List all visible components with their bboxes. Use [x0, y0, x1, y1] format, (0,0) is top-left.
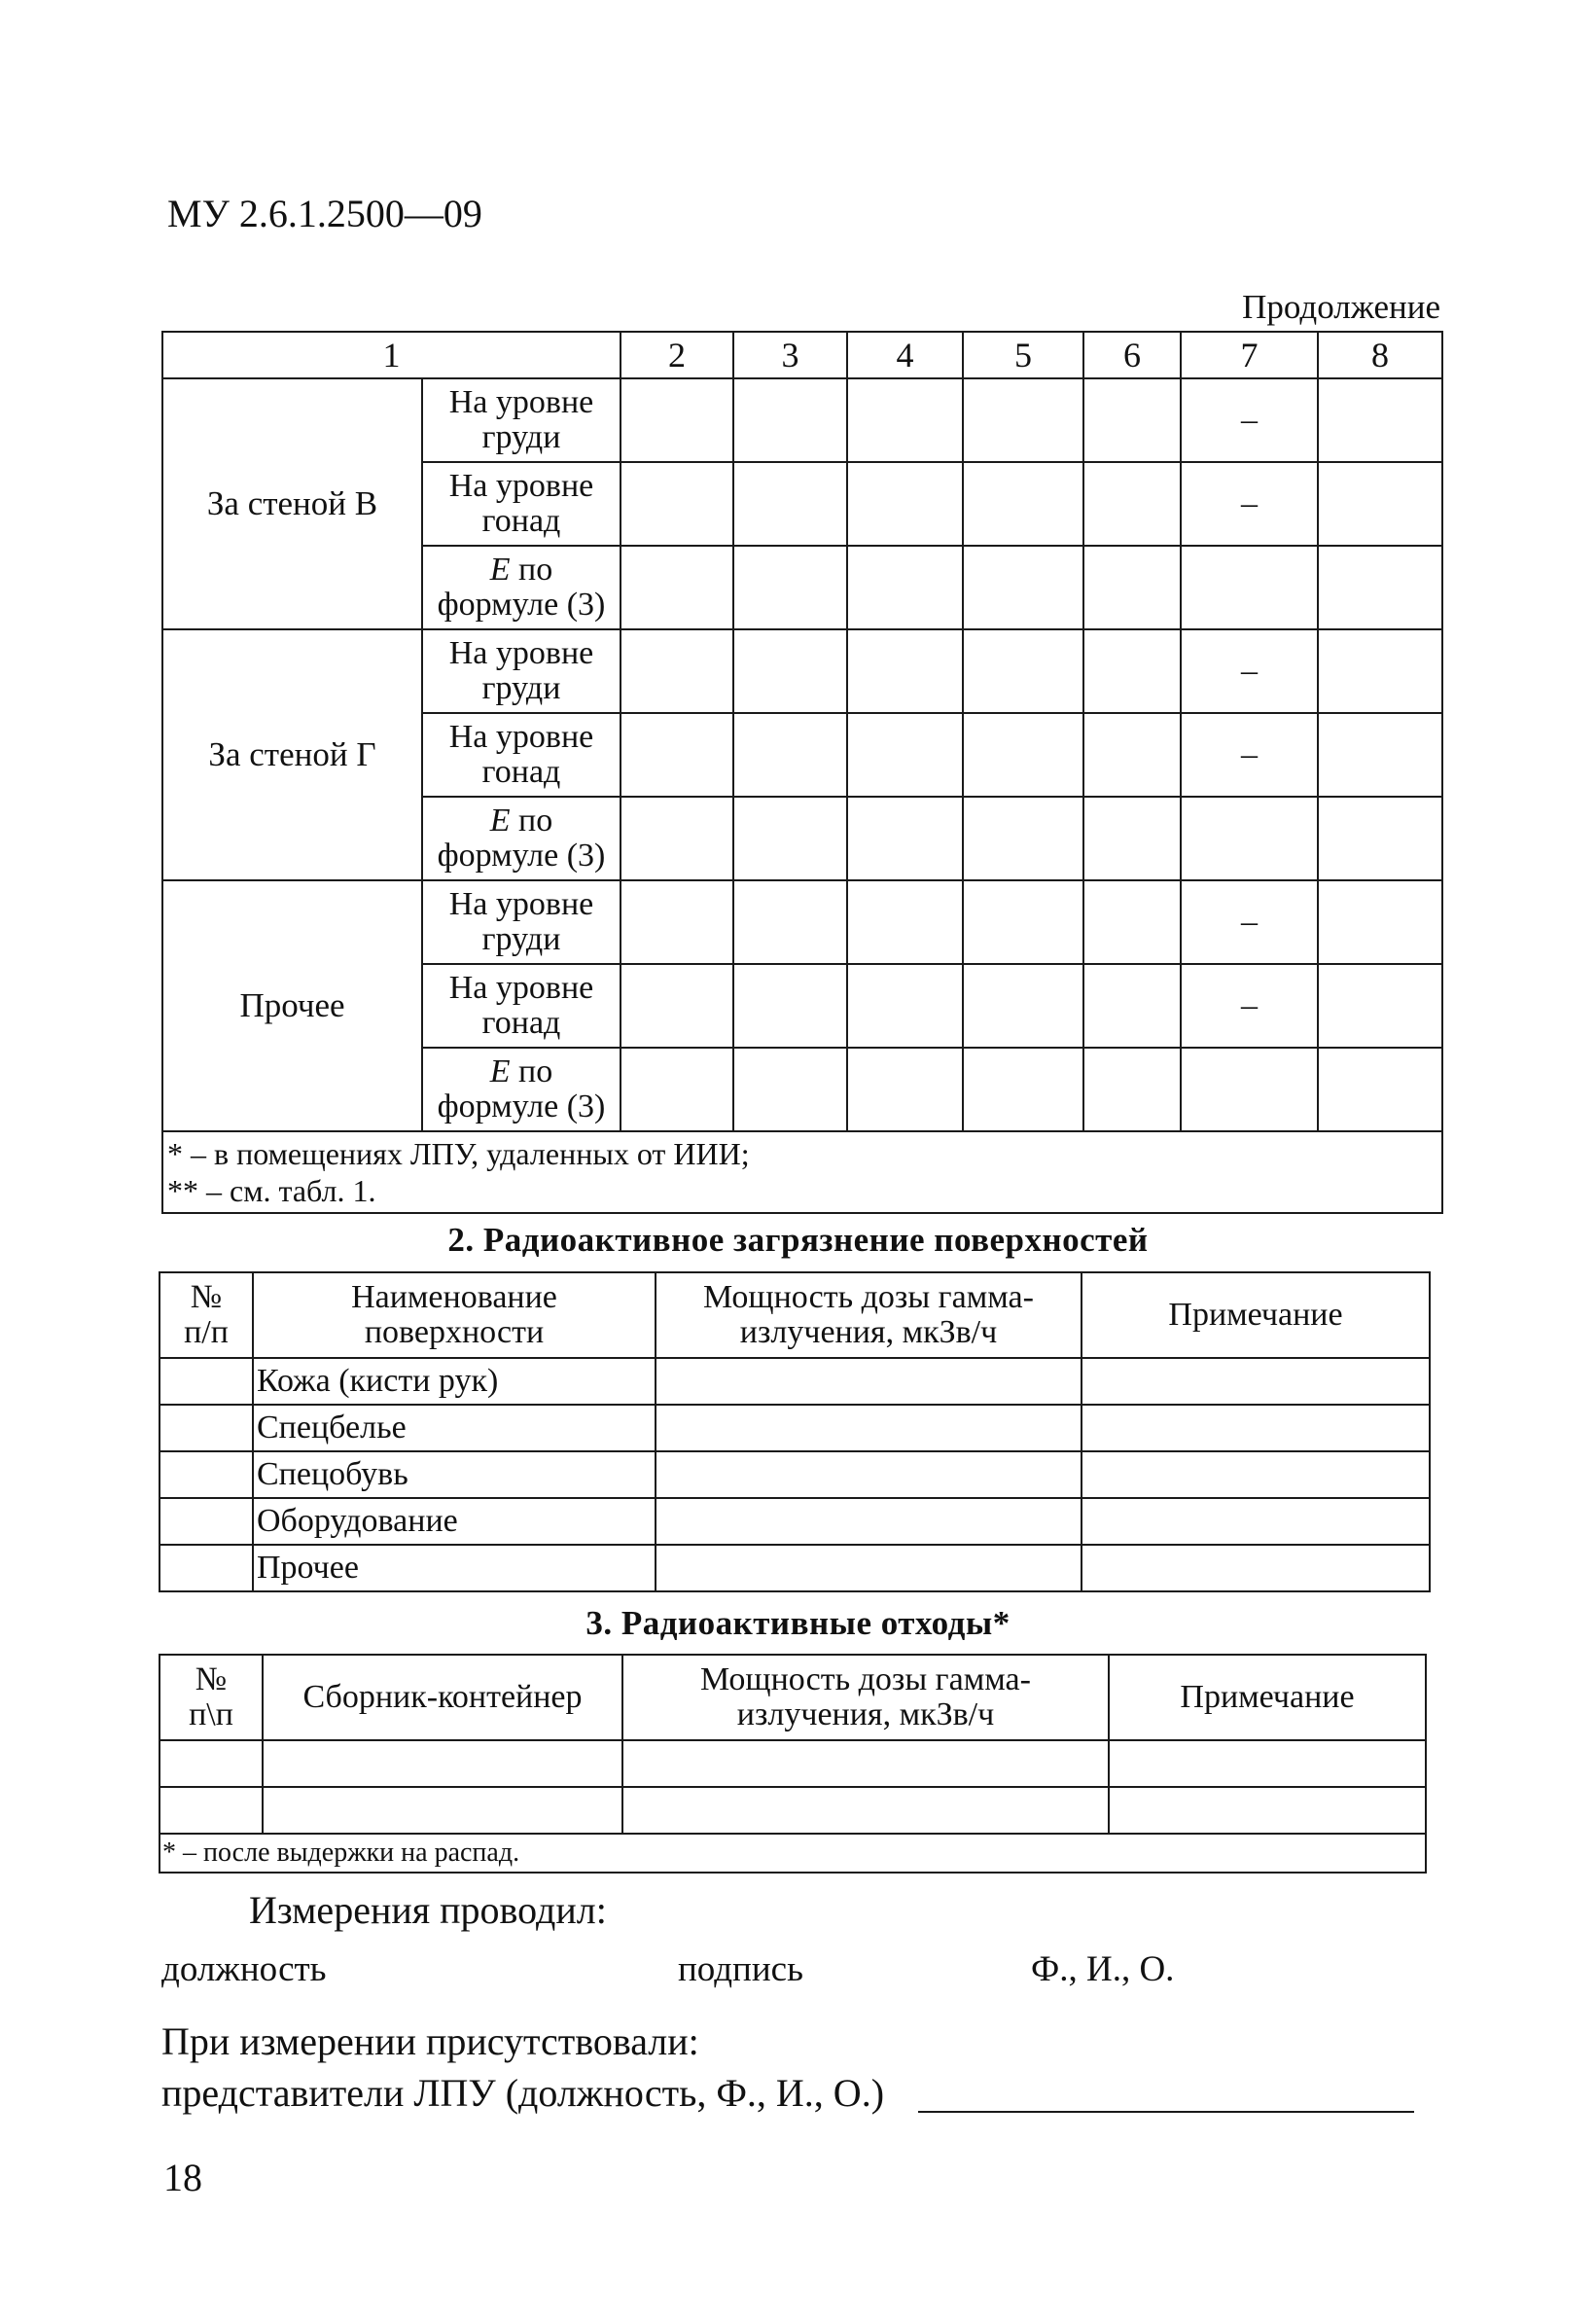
table-cell	[622, 1787, 1109, 1834]
table-cell	[160, 1787, 263, 1834]
row-label	[422, 629, 621, 713]
table-row	[162, 629, 1442, 713]
column-header: Примечание	[1109, 1655, 1426, 1740]
radioactive-waste-table	[159, 1654, 1427, 1874]
table-cell	[847, 880, 963, 964]
row-label-line: гонад	[481, 754, 561, 790]
table-cell	[656, 1358, 1082, 1405]
table-cell	[1083, 713, 1181, 797]
table-cell: –	[1181, 713, 1318, 797]
table-cell	[1082, 1358, 1430, 1405]
surface-name: Спецобувь	[253, 1451, 656, 1498]
table-cell	[656, 1451, 1082, 1498]
row-label-line: формуле (3)	[437, 838, 606, 874]
table-cell	[847, 546, 963, 629]
page-number: 18	[163, 2156, 202, 2199]
group-label: За стеной Г	[162, 629, 422, 880]
table-cell	[656, 1405, 1082, 1451]
column-header: 4	[847, 332, 963, 378]
fill-in-line[interactable]	[918, 2111, 1414, 2113]
table-cell	[1083, 964, 1181, 1048]
row-label	[422, 378, 621, 462]
row-label-line: по	[510, 1053, 553, 1089]
table-cell	[1318, 797, 1442, 880]
table-cell	[963, 797, 1083, 880]
table-cell	[733, 462, 847, 546]
position-label: должность	[161, 1949, 327, 1989]
column-header	[160, 1655, 263, 1740]
present-label: При измерении присутствовали:	[161, 2019, 699, 2063]
table-cell	[963, 964, 1083, 1048]
column-header	[622, 1655, 1109, 1740]
row-label-line: гонад	[481, 1005, 561, 1041]
table-cell	[847, 378, 963, 462]
table-cell	[1318, 964, 1442, 1048]
table-cell	[733, 880, 847, 964]
row-label-line: На уровне	[448, 970, 594, 1006]
row-label	[422, 713, 621, 797]
row-label	[422, 462, 621, 546]
table-cell	[1083, 462, 1181, 546]
table-cell	[263, 1787, 622, 1834]
table-footnote-row	[160, 1834, 1426, 1873]
column-header	[656, 1272, 1082, 1358]
table-cell	[847, 713, 963, 797]
header-line: Наименование	[351, 1279, 557, 1315]
column-header: Сборник-контейнер	[263, 1655, 622, 1740]
table-row	[160, 1545, 1430, 1591]
table-cell	[621, 629, 733, 713]
table-footnote	[162, 1131, 1442, 1213]
table-cell	[963, 378, 1083, 462]
row-label-line: груди	[481, 670, 561, 706]
table-cell	[160, 1358, 253, 1405]
table-cell	[847, 964, 963, 1048]
table-cell	[622, 1740, 1109, 1787]
table-cell	[1318, 629, 1442, 713]
table-cell: –	[1181, 964, 1318, 1048]
row-label-line: На уровне	[448, 635, 594, 671]
row-label-line: На уровне	[448, 468, 594, 504]
group-label: За стеной В	[162, 378, 422, 629]
table-cell	[160, 1405, 253, 1451]
header-line: №	[195, 1661, 228, 1697]
footnote-line: * – в помещениях ЛПУ, удаленных от ИИИ;	[167, 1136, 750, 1171]
row-label-line: груди	[481, 419, 561, 455]
table-cell	[1181, 546, 1318, 629]
table-cell	[1082, 1405, 1430, 1451]
table-cell	[1083, 378, 1181, 462]
table-cell: –	[1181, 462, 1318, 546]
formula-variable: E	[489, 552, 511, 588]
table-cell	[963, 1048, 1083, 1131]
table-footnote-row	[162, 1131, 1442, 1213]
column-header: Примечание	[1082, 1272, 1430, 1358]
table-cell	[1109, 1740, 1426, 1787]
column-header	[253, 1272, 656, 1358]
table-cell	[733, 378, 847, 462]
table-row	[160, 1740, 1426, 1787]
header-line: излучения, мкЗв/ч	[736, 1696, 995, 1732]
header-line: п/п	[184, 1314, 229, 1350]
continuation-label: Продолжение	[1242, 288, 1440, 326]
row-label-line: На уровне	[448, 719, 594, 755]
table-cell	[621, 378, 733, 462]
document-code: МУ 2.6.1.2500—09	[167, 192, 482, 235]
table-row	[162, 880, 1442, 964]
column-header: 6	[1083, 332, 1181, 378]
table-cell	[963, 629, 1083, 713]
table-cell	[1083, 546, 1181, 629]
table-cell	[621, 964, 733, 1048]
table-cell	[160, 1498, 253, 1545]
table-cell	[621, 797, 733, 880]
table-row	[160, 1787, 1426, 1834]
table-cell	[847, 797, 963, 880]
table-cell	[1181, 1048, 1318, 1131]
table-cell	[621, 546, 733, 629]
table-cell	[733, 713, 847, 797]
table-cell	[263, 1740, 622, 1787]
row-label-line: На уровне	[448, 886, 594, 922]
row-label-line: гонад	[481, 503, 561, 539]
table-cell	[1082, 1451, 1430, 1498]
table-cell	[1318, 546, 1442, 629]
table-cell	[733, 546, 847, 629]
table-cell	[1318, 880, 1442, 964]
row-label-line: На уровне	[448, 384, 594, 420]
table-header-row	[162, 332, 1442, 378]
row-label-line: по	[510, 803, 553, 839]
table-row	[160, 1358, 1430, 1405]
table-cell: –	[1181, 629, 1318, 713]
surface-name: Спецбелье	[253, 1405, 656, 1451]
table-cell	[1083, 797, 1181, 880]
table-cell	[733, 1048, 847, 1131]
table-cell	[160, 1451, 253, 1498]
table-cell	[847, 629, 963, 713]
table-cell: –	[1181, 880, 1318, 964]
row-label	[422, 964, 621, 1048]
table-cell	[1109, 1787, 1426, 1834]
table-cell	[847, 462, 963, 546]
header-line: поверхности	[364, 1314, 545, 1350]
table-cell: –	[1181, 378, 1318, 462]
row-label-line: формуле (3)	[437, 587, 606, 623]
table-cell	[1082, 1498, 1430, 1545]
measurements-table	[161, 331, 1443, 1214]
column-header: 7	[1181, 332, 1318, 378]
header-line: №	[190, 1279, 223, 1315]
signature-label: подпись	[678, 1949, 803, 1989]
group-label: Прочее	[162, 880, 422, 1131]
table-cell	[621, 713, 733, 797]
measured-by-label: Измерения проводил:	[249, 1888, 607, 1932]
row-label-line: формуле (3)	[437, 1089, 606, 1124]
table-row	[160, 1405, 1430, 1451]
header-line: Мощность дозы гамма-	[700, 1661, 1031, 1697]
table-cell	[1083, 880, 1181, 964]
table-cell	[963, 713, 1083, 797]
surface-name: Оборудование	[253, 1498, 656, 1545]
header-line: Мощность дозы гамма-	[703, 1279, 1034, 1315]
table-cell	[963, 546, 1083, 629]
representatives-label: представители ЛПУ (должность, Ф., И., О.)	[161, 2071, 885, 2115]
surface-name: Кожа (кисти рук)	[253, 1358, 656, 1405]
column-header: 8	[1318, 332, 1442, 378]
table-cell	[1082, 1545, 1430, 1591]
table-cell	[1083, 629, 1181, 713]
footnote-line: ** – см. табл. 1.	[167, 1173, 376, 1208]
table-cell	[1318, 462, 1442, 546]
column-header: 5	[963, 332, 1083, 378]
table-cell	[1181, 797, 1318, 880]
column-header: 3	[733, 332, 847, 378]
section-2-title: 2. Радиоактивное загрязнение поверхностей	[447, 1221, 1149, 1259]
table-cell	[1318, 1048, 1442, 1131]
surface-name: Прочее	[253, 1545, 656, 1591]
column-header: 1	[162, 332, 621, 378]
header-line: излучения, мкЗв/ч	[739, 1314, 998, 1350]
formula-variable: E	[489, 1053, 511, 1089]
table-cell	[160, 1545, 253, 1591]
table-cell	[1083, 1048, 1181, 1131]
table-cell	[963, 462, 1083, 546]
row-label	[422, 1048, 621, 1131]
table-cell	[160, 1740, 263, 1787]
table-cell	[1318, 713, 1442, 797]
column-header: 2	[621, 332, 733, 378]
table-row	[160, 1451, 1430, 1498]
table-cell	[733, 964, 847, 1048]
table-cell	[963, 880, 1083, 964]
table-cell	[656, 1545, 1082, 1591]
row-label-line: груди	[481, 921, 561, 957]
formula-variable: E	[489, 803, 511, 839]
table-cell	[656, 1498, 1082, 1545]
row-label	[422, 546, 621, 629]
full-name-label: Ф., И., О.	[1031, 1949, 1175, 1989]
column-header	[160, 1272, 253, 1358]
surface-contamination-table	[159, 1271, 1431, 1592]
table-header-row	[160, 1272, 1430, 1358]
row-label-line: по	[510, 552, 553, 588]
table-footnote: * – после выдержки на распад.	[160, 1834, 1426, 1873]
header-line: п\п	[189, 1696, 233, 1732]
row-label	[422, 880, 621, 964]
table-cell	[621, 462, 733, 546]
row-label	[422, 797, 621, 880]
table-cell	[733, 797, 847, 880]
table-cell	[847, 1048, 963, 1131]
table-header-row	[160, 1655, 1426, 1740]
table-cell	[621, 880, 733, 964]
section-3-title: 3. Радиоактивные отходы*	[585, 1604, 1011, 1642]
table-cell	[733, 629, 847, 713]
table-cell	[621, 1048, 733, 1131]
table-row	[160, 1498, 1430, 1545]
table-cell	[1318, 378, 1442, 462]
table-row	[162, 378, 1442, 462]
